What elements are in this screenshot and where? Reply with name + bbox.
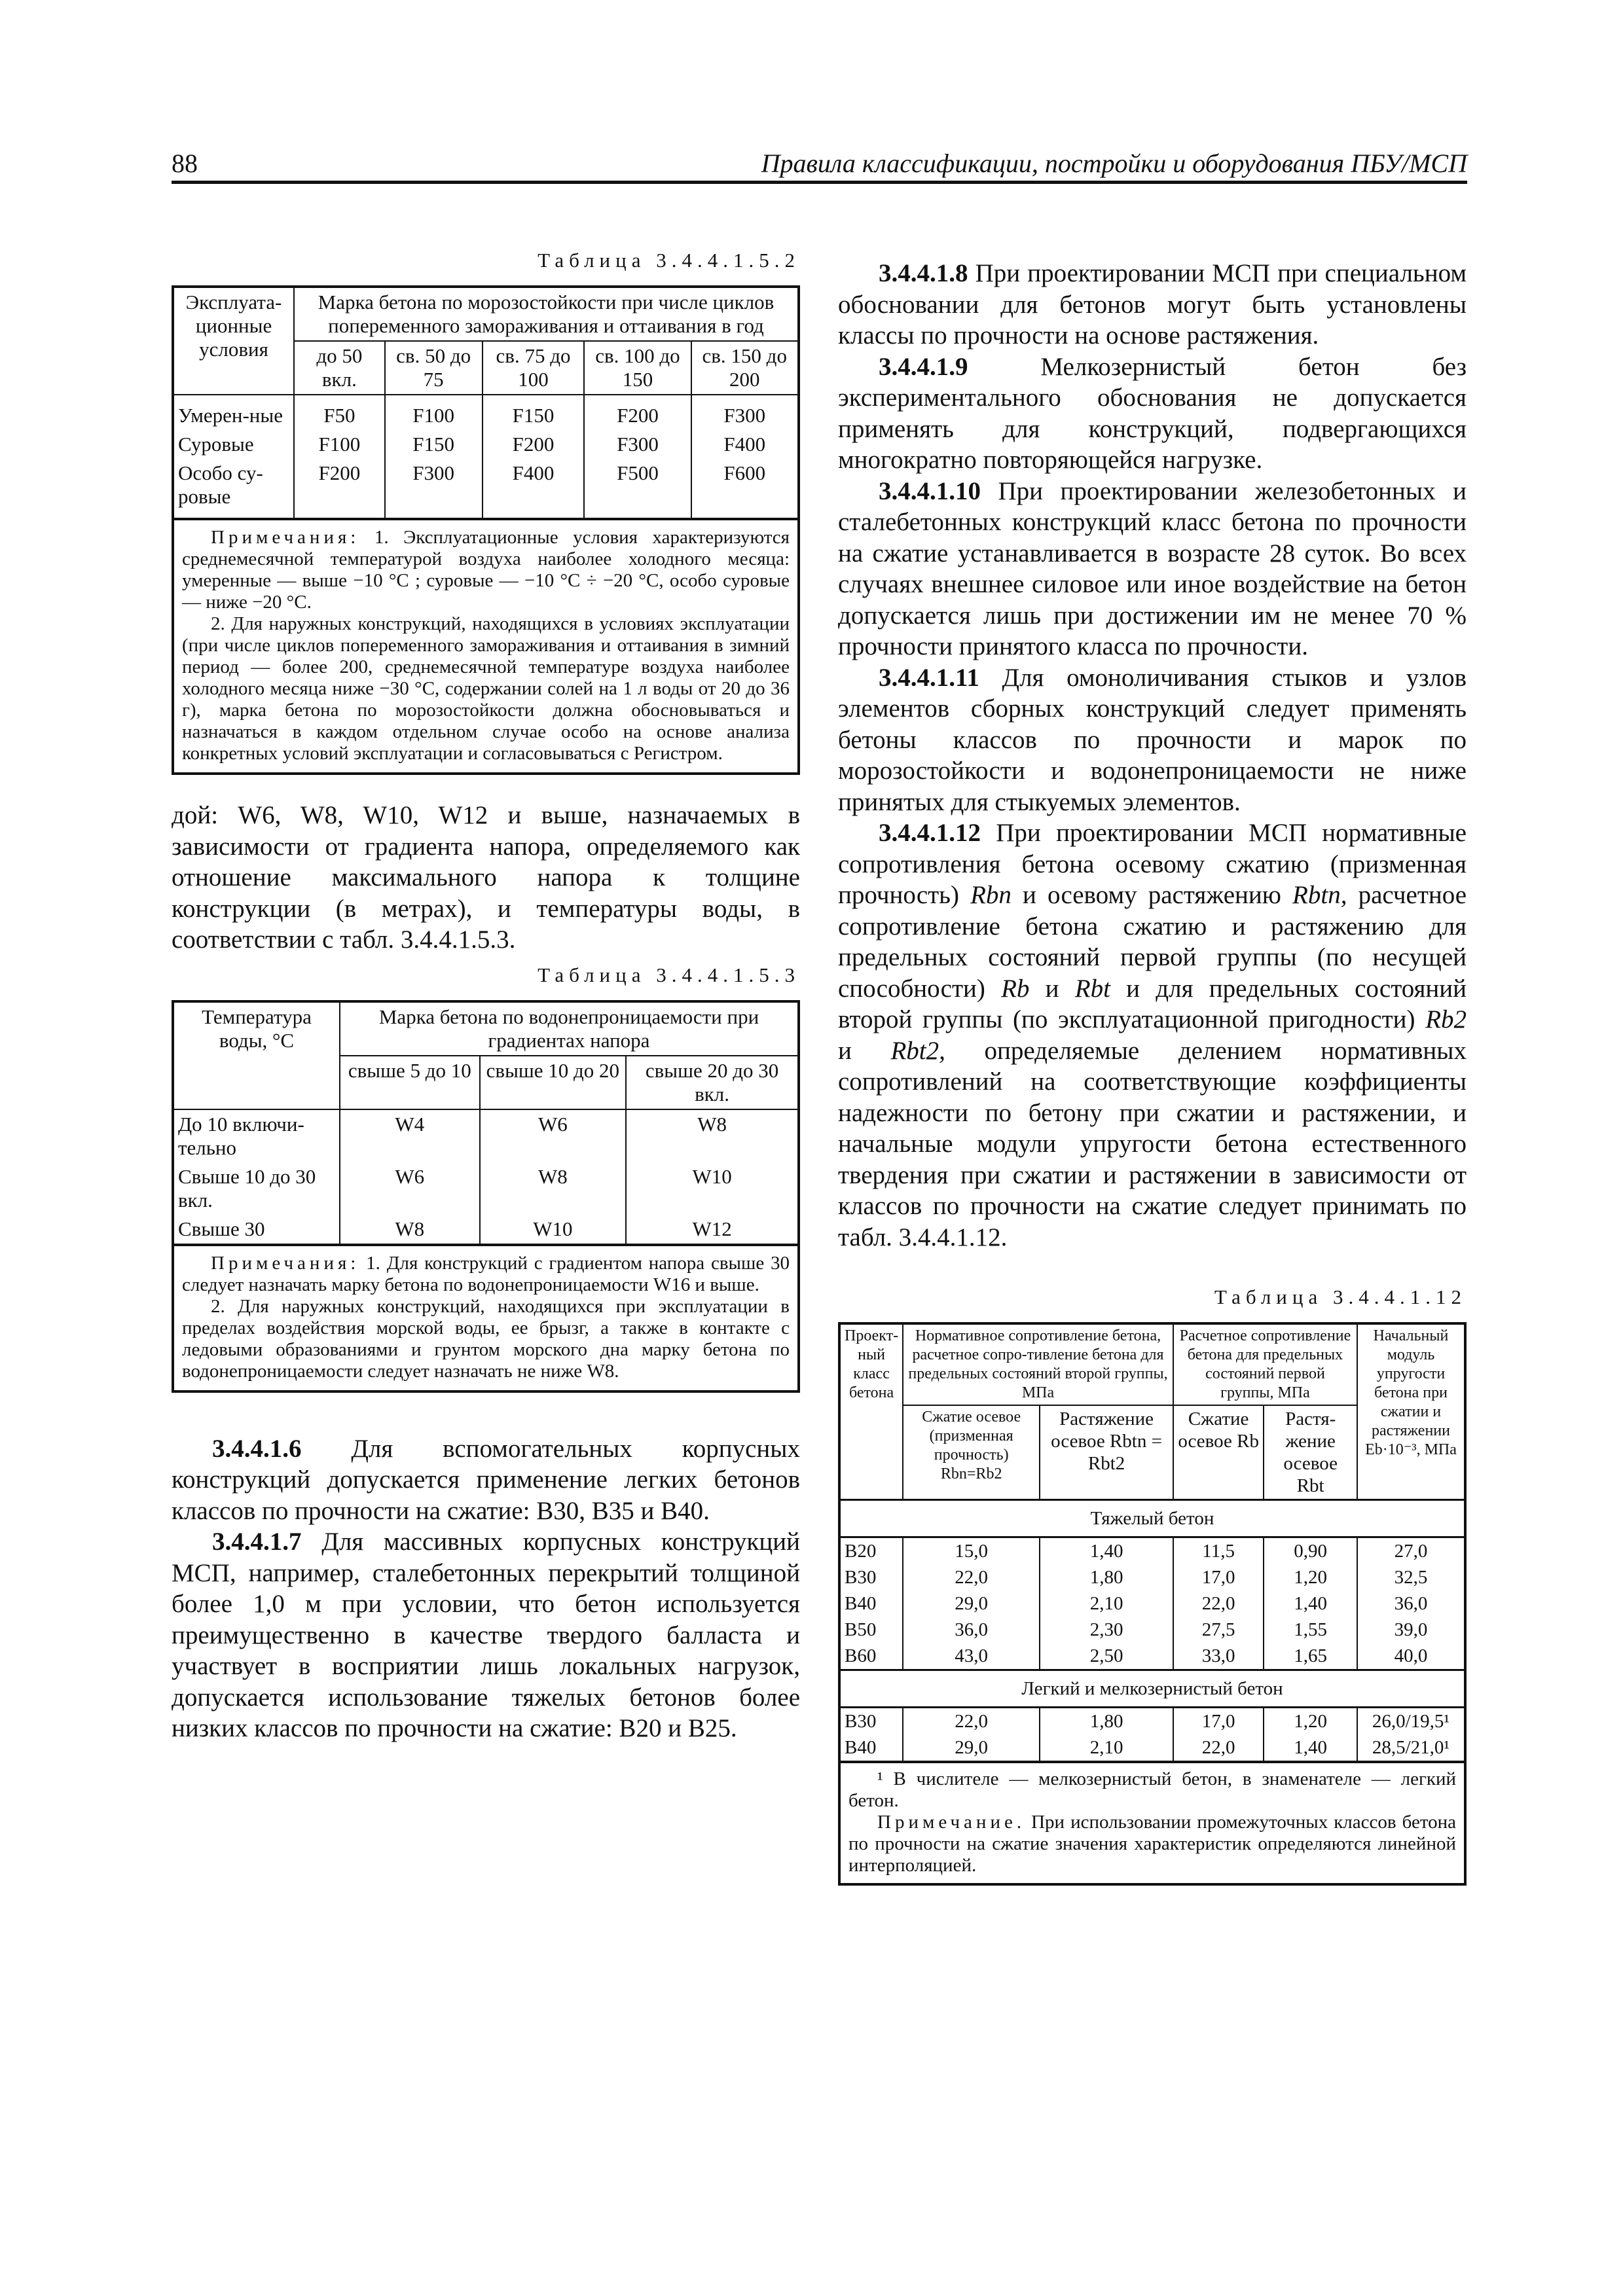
table-subheader: свыше 10 до 20	[480, 1056, 627, 1109]
symbol-rb2: Rb2	[1425, 1005, 1467, 1033]
table-cell: F200	[483, 430, 585, 459]
table-row	[173, 1109, 799, 1162]
table-cell: W8	[626, 1109, 799, 1162]
table-cell: 2,10	[1040, 1590, 1173, 1617]
table-row	[173, 1215, 799, 1245]
table-cell: 1,40	[1264, 1590, 1357, 1617]
table-cell: 0,90	[1264, 1537, 1357, 1565]
symbol-rbtn: Rbtn,	[1292, 881, 1347, 909]
table-cell: В40	[839, 1590, 903, 1617]
table-cell: 2,30	[1040, 1617, 1173, 1643]
paragraph-3-4-4-1-9	[838, 351, 1467, 476]
table-cell: W8	[480, 1162, 627, 1215]
note-1: 1. Для конструкций с градиентом напора свыше 30 следует назначать марку бетона по водонепроницаемости W16 и выше.	[182, 1252, 790, 1295]
table-cell: W10	[480, 1215, 627, 1245]
table-cell: 36,0	[1357, 1590, 1465, 1617]
right-column	[838, 249, 1467, 1886]
symbol-rbt2: Rbt2,	[890, 1036, 945, 1065]
table-header-conditions: Эксплуата-ционные условия	[173, 287, 294, 395]
table-cell: W6	[340, 1162, 480, 1215]
table-subheader: Растяжение осевое Rbtn = Rbt2	[1040, 1405, 1173, 1500]
symbol-rbt: Rbt	[1074, 974, 1110, 1003]
table-cell: 27,0	[1357, 1537, 1465, 1565]
table-cell: 1,55	[1264, 1617, 1357, 1643]
table-cell: F100	[385, 401, 483, 430]
table-cell: 1,20	[1264, 1564, 1357, 1590]
paragraph-text: определяемые делением нормативных сопротивлений на соответствующие коэффициенты надежности по бетону при сжатии и растяжении, и начальные модули упругости бетона естественного твердения при сжатии и растяжении в зависимости от классов по прочности на сжатие следует принимать по табл. 3.4.4.1.12.	[838, 1036, 1467, 1251]
paragraph-text: и	[838, 1036, 852, 1065]
table-cell: 22,0	[1173, 1590, 1264, 1617]
notes-label: Примечания:	[211, 1252, 360, 1274]
page-number: 88	[172, 149, 198, 178]
table-cell: W8	[340, 1215, 480, 1245]
table-cell: В50	[839, 1617, 903, 1643]
table-cell: 17,0	[1173, 1564, 1264, 1590]
frost-resistance-table	[172, 285, 800, 775]
table-cell: 29,0	[903, 1590, 1040, 1617]
table-cell: 40,0	[1357, 1643, 1465, 1670]
table-row	[173, 1162, 799, 1215]
table-subheader: Растя-жение осевое Rbt	[1264, 1405, 1357, 1500]
water-resistance-table	[172, 1000, 800, 1393]
paragraph-3-4-4-1-10	[838, 476, 1467, 662]
paragraph-3-4-4-1-8	[838, 258, 1467, 351]
table-cell: 29,0	[903, 1734, 1040, 1762]
row-label: Свыше 30	[173, 1215, 340, 1245]
table-cell: 1,40	[1040, 1537, 1173, 1565]
section-heavy-concrete: Тяжелый бетон	[839, 1500, 1465, 1537]
table-cell: 1,80	[1040, 1708, 1173, 1735]
table-cell: F300	[385, 459, 483, 511]
note-text: При использовании промежуточных классов бетона по прочности на сжатие значения характеристик определяются линейной интерполяцией.	[848, 1812, 1457, 1876]
concrete-strength-table	[838, 1322, 1467, 1886]
table-subheader: до 50 вкл.	[294, 341, 385, 395]
table-cell: 2,50	[1040, 1643, 1173, 1670]
paragraph-number: 3.4.4.1.8	[879, 259, 968, 287]
table-cell: F150	[385, 430, 483, 459]
header-rule	[172, 181, 1467, 184]
table-cell: 22,0	[1173, 1734, 1264, 1762]
table-cell: В40	[839, 1734, 903, 1762]
row-label: Умерен-ные	[173, 401, 294, 430]
section-light-concrete: Легкий и мелкозернистый бетон	[839, 1670, 1465, 1708]
table-cell: В60	[839, 1643, 903, 1670]
paragraph-text: расчетное сопротивление бетона сжатию и растяжению для предельных состояний первой группы (по несущей способности)	[838, 881, 1467, 1003]
row-label: До 10 включи-тельно	[173, 1109, 340, 1162]
row-label: Свыше 10 до 30 вкл.	[173, 1162, 340, 1215]
table-header-calculated: Расчетное сопротивление бетона для предельных состояний первой группы, МПа	[1173, 1323, 1357, 1405]
table-cell: В20	[839, 1537, 903, 1565]
table-cell: 33,0	[1173, 1643, 1264, 1670]
row-label: Суровые	[173, 430, 294, 459]
table-subheader: св. 100 до 150	[584, 341, 691, 395]
table-cell: F600	[691, 459, 799, 511]
paragraph-continuation: дой: W6, W8, W10, W12 и выше, назначаемых в зависимости от градиента напора, определяемого как отношение максимального напора к толщине конструкции (в метрах), и температуры воды, в соответствии с табл. 3.4.4.1.5.3.	[172, 801, 800, 954]
paragraph-3-4-4-1-6	[172, 1433, 800, 1527]
table-cell: 11,5	[1173, 1537, 1264, 1565]
paragraph-3-4-4-1-7	[172, 1526, 800, 1744]
table-subheader: св. 75 до 100	[483, 341, 585, 395]
running-title: Правила классификации, постройки и оборудования ПБУ/МСП	[761, 149, 1467, 178]
table-cell: В30	[839, 1564, 903, 1590]
table-notes	[839, 1762, 1465, 1884]
table-cell: 36,0	[903, 1617, 1040, 1643]
table-header-grade: Марка бетона по водонепроницаемости при градиентах напора	[340, 1001, 799, 1056]
paragraph-text: Для массивных корпусных конструкций МСП, например, сталебетонных перекрытий толщиной более 1,0 м при условии, что бетон используется преимущественно в качестве твердого балласта и участвует в восприятии лишь локальных нагрузок, допускается использование тяжелых бетонов более низких классов по прочности на сжатие: В20 и В25.	[172, 1528, 800, 1742]
table-row	[173, 459, 799, 511]
table-cell: 1,40	[1264, 1734, 1357, 1762]
table-cell: W10	[626, 1162, 799, 1215]
table-cell: 15,0	[903, 1537, 1040, 1565]
table-2-caption: Таблица 3.4.4.1.5.2	[538, 249, 800, 272]
note-2: 2. Для наружных конструкций, находящихся в условиях эксплуатации (при числе циклов попеременного замораживания и оттаивания в зимний период — более 200, среднемесячной температуре воздуха наиболее холодного месяца ниже −30 °С, содержании солей на 1 л воды от 20 до 36 г), марка бетона по морозостойкости должна обосновываться и назначаться в каждом отдельном случае особо на основе анализа конкретных условий эксплуатации и согласовываться с Регистром.	[182, 613, 790, 764]
table-cell: F50	[294, 401, 385, 430]
table-cell: В30	[839, 1708, 903, 1735]
table-cell: 26,0/19,5¹	[1357, 1708, 1465, 1735]
paragraph-text: При проектировании МСП нормативные сопротивления бетона осевому сжатию (призменная прочность)	[838, 819, 1467, 909]
paragraph-text: Для омоноличивания стыков и узлов элементов сборных конструкций следует применять бетоны классов по прочности и марок по морозостойкости и водонепроницаемости не ниже принятых для стыкуемых элементов.	[838, 663, 1467, 816]
table-header-class: Проект-ный класс бетона	[839, 1323, 903, 1500]
table-12-caption: Таблица 3.4.4.1.12	[1214, 1285, 1467, 1308]
table-subheader: свыше 20 до 30 вкл.	[626, 1056, 799, 1109]
paragraph-number: 3.4.4.1.9	[879, 352, 968, 381]
paragraph-text: При проектировании железобетонных и сталебетонных конструкций класс бетона по прочности на сжатие устанавливается в возрасте 28 суток. Во всех случаях внешнее силовое или иное воздействие на бетон допускается лишь при достижении им не менее 70 % прочности принятого класса по прочности.	[838, 476, 1467, 660]
note-1: 1. Эксплуатационные условия характеризуются среднемесячной температурой воздуха наиболее холодного месяца: умеренные — выше −10 °С ; суровые — −10 °С ÷ −20 °С, особо суровые — ниже −20 °С.	[182, 527, 790, 613]
paragraph-3-4-4-1-11	[838, 662, 1467, 818]
table-cell: 32,5	[1357, 1564, 1465, 1590]
symbol-rb: Rb	[1001, 974, 1030, 1003]
table-cell: 1,65	[1264, 1643, 1357, 1670]
table-subheader: свыше 5 до 10	[340, 1056, 480, 1109]
paragraph-text: и	[1045, 974, 1059, 1003]
table-cell: F400	[483, 459, 585, 511]
table-cell: 27,5	[1173, 1617, 1264, 1643]
table-header-normative: Нормативное сопротивление бетона, расчетное сопро-тивление бетона для предельных состояний второй группы, МПа	[903, 1323, 1173, 1405]
table-cell: F100	[294, 430, 385, 459]
paragraph-text: При проектировании МСП при специальном обосновании для бетонов могут быть установлены классы по прочности на основе растяжения.	[838, 259, 1467, 350]
table-subheader: Сжатие осевое Rb	[1173, 1405, 1264, 1500]
table-cell: 1,80	[1040, 1564, 1173, 1590]
paragraph-number: 3.4.4.1.12	[879, 819, 981, 847]
row-label: Особо су-ровые	[173, 459, 294, 511]
table-cell: F500	[584, 459, 691, 511]
notes-label: Примечания:	[211, 527, 360, 548]
table-cell: W12	[626, 1215, 799, 1245]
table-subheader: Сжатие осевое (призменная прочность) Rbn=Rb2	[903, 1405, 1040, 1500]
table-row	[173, 401, 799, 430]
table-cell: 1,20	[1264, 1708, 1357, 1735]
paragraph-number: 3.4.4.1.10	[879, 476, 981, 505]
table-header-modulus: Начальный модуль упругости бетона при сжатии и растяжении Eb·10⁻³, МПа	[1357, 1323, 1465, 1500]
table-cell: F300	[691, 401, 799, 430]
paragraph-number: 3.4.4.1.6	[212, 1434, 302, 1463]
table-cell: 22,0	[903, 1564, 1040, 1590]
paragraph-text: Для вспомогательных корпусных конструкций допускается применение легких бетонов классов по прочности на сжатие: В30, В35 и В40.	[172, 1434, 800, 1525]
table-subheader: св. 150 до 200	[691, 341, 799, 395]
table-3-caption: Таблица 3.4.4.1.5.3	[538, 963, 800, 986]
note-2: 2. Для наружных конструкций, находящихся при эксплуатации в пределах воздействия морской воды, ее брызг, а также в контакте с ледовыми образованиями и грунтом морского дна марку бетона по водонепроницаемости следует назначать не ниже W8.	[182, 1295, 790, 1382]
notes-label: Примечание.	[877, 1812, 1026, 1833]
table-row	[173, 430, 799, 459]
paragraph-text: Мелкозернистый бетон без экспериментального обоснования не допускается применять для конструкций, подвергающихся многократно повторяющейся нагрузке.	[838, 352, 1467, 474]
table-cell: F200	[294, 459, 385, 511]
table-notes	[173, 1245, 799, 1391]
symbol-rbn: Rbn	[970, 881, 1012, 909]
footnote: ¹ В числителе — мелкозернистый бетон, в знаменателе — легкий бетон.	[848, 1768, 1456, 1811]
paragraph-number: 3.4.4.1.11	[879, 663, 979, 692]
table-subheader: св. 50 до 75	[385, 341, 483, 395]
paragraph-number: 3.4.4.1.7	[212, 1528, 302, 1556]
table-cell: W4	[340, 1109, 480, 1162]
table-cell: 28,5/21,0¹	[1357, 1734, 1465, 1762]
table-cell: 43,0	[903, 1643, 1040, 1670]
paragraph-3-4-4-1-12	[838, 817, 1467, 1253]
table-cell: F300	[584, 430, 691, 459]
table-cell: 22,0	[903, 1708, 1040, 1735]
table-cell: 17,0	[1173, 1708, 1264, 1735]
table-cell: 39,0	[1357, 1617, 1465, 1643]
table-header-temperature: Температура воды, °С	[173, 1001, 340, 1109]
table-cell: F400	[691, 430, 799, 459]
table-cell: W6	[480, 1109, 627, 1162]
paragraph-text: и для предельных состояний второй группы (по эксплуатационной пригодности)	[838, 974, 1467, 1033]
left-column	[172, 249, 800, 1744]
table-cell: F150	[483, 401, 585, 430]
table-cell: 2,10	[1040, 1734, 1173, 1762]
table-cell: F200	[584, 401, 691, 430]
paragraph-text: и осевому растяжению	[1023, 881, 1281, 909]
table-notes	[173, 519, 799, 774]
table-header-grade: Марка бетона по морозостойкости при числе циклов попеременного замораживания и оттаивания в год	[294, 287, 799, 341]
